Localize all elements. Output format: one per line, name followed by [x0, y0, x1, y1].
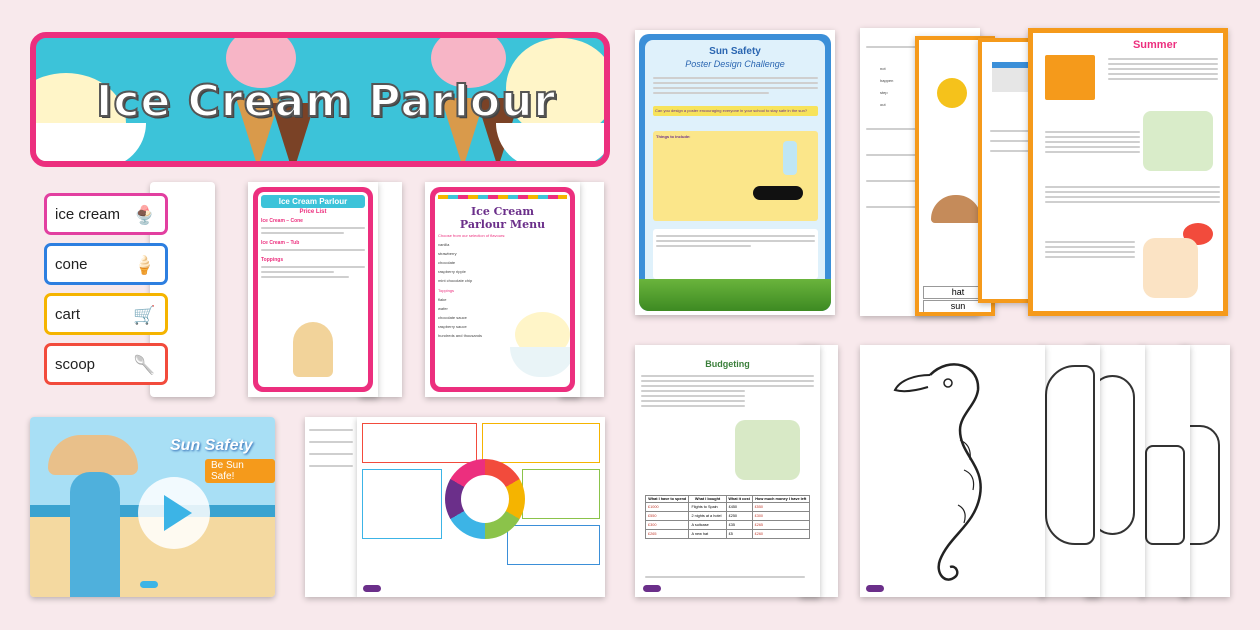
- twinkl-logo: [866, 585, 884, 592]
- text-line: [641, 390, 745, 392]
- price-section-tub: Ice Cream – Tub: [261, 240, 300, 246]
- text-line: [1045, 191, 1220, 193]
- menu-bowl-image: [510, 347, 570, 377]
- text-line: [653, 92, 769, 94]
- poster-subtitle: Poster Design Challenge: [685, 59, 785, 69]
- word-card-scoop[interactable]: [44, 343, 168, 385]
- text-line: [653, 87, 818, 89]
- summer-text-4: [1045, 238, 1135, 261]
- text-line: [1045, 201, 1220, 203]
- option: out: [880, 102, 886, 107]
- sun-safety-video[interactable]: [30, 417, 275, 597]
- box-top-left: [362, 423, 477, 463]
- word-card-label: cone: [55, 255, 88, 273]
- box-top-right: [482, 423, 600, 463]
- text-line: [1108, 73, 1218, 75]
- seahorse-line-art: [860, 345, 1045, 597]
- otter-deckchair-image: [735, 420, 800, 480]
- line-art: [1145, 445, 1185, 545]
- menu-inner: [435, 192, 570, 387]
- text-line: [656, 235, 815, 237]
- table-cell: A suitcase: [689, 521, 726, 530]
- poster-frame: [639, 34, 831, 311]
- text-line: [309, 441, 353, 443]
- word-card-label: ice cream: [55, 205, 121, 223]
- menu-flavour: chocolate: [438, 260, 456, 265]
- worksheet-stack-back: [305, 417, 357, 597]
- video-title: Sun Safety: [170, 437, 253, 454]
- table-cell: £35: [726, 521, 752, 530]
- text-line: [653, 77, 818, 79]
- text-line: [641, 400, 745, 402]
- text-line: [1045, 256, 1135, 258]
- text-line: [1108, 78, 1218, 80]
- water-bottle-image: [783, 141, 797, 175]
- price-row: [261, 266, 365, 268]
- text-line: [656, 245, 751, 247]
- ice-cream-bowl-icon: 🍨: [133, 205, 156, 225]
- text-line: [641, 405, 745, 407]
- text-line: [1108, 58, 1218, 60]
- summer-title: Summer: [1132, 39, 1177, 51]
- girl-with-sunhat-image: [48, 435, 138, 475]
- scoop-icon: 🥄: [133, 355, 156, 375]
- menu-topping: hundreds and thousands: [438, 333, 483, 338]
- price-list-inner: [258, 192, 368, 387]
- menu-topping: wafer: [438, 306, 448, 311]
- text-line: [1108, 68, 1218, 70]
- table-cell: £5: [726, 530, 752, 539]
- text-line: [1045, 131, 1140, 133]
- menu-title-line2: Parlour Menu: [459, 218, 546, 231]
- option: step: [880, 90, 888, 95]
- banner-title: Ice Cream Parlour: [96, 76, 557, 127]
- grass-image: [639, 279, 831, 311]
- text-line: [641, 395, 745, 397]
- text-line: [1045, 251, 1135, 253]
- banner-bowl-left: [30, 123, 146, 167]
- option: happen: [880, 78, 894, 83]
- seahorse-colouring-page[interactable]: [860, 345, 1045, 597]
- price-list-title: Ice Cream Parlour: [261, 195, 365, 208]
- text-line: [1045, 246, 1135, 248]
- poster-title: Sun Safety: [709, 46, 761, 57]
- price-list-frame: [253, 187, 373, 392]
- price-row: [261, 271, 334, 273]
- table-cell: £300: [752, 512, 809, 521]
- text-line: [309, 453, 353, 455]
- word-card-cone[interactable]: [44, 243, 168, 285]
- text-line: [1045, 146, 1140, 148]
- hat-image: [931, 195, 981, 223]
- price-row: [261, 227, 365, 229]
- menu-flavour: mint chocolate chip: [438, 278, 473, 283]
- seahorse-eye: [944, 379, 952, 387]
- word-card-label: scoop: [55, 355, 96, 373]
- table-row: [646, 521, 810, 530]
- bunting: [438, 195, 567, 205]
- word-card-cart[interactable]: [44, 293, 168, 335]
- twinkl-logo: [140, 581, 158, 588]
- box-mid-right: [522, 469, 600, 519]
- sun-image: [937, 78, 967, 108]
- text-line: [641, 375, 814, 377]
- table-cell: £450: [726, 503, 752, 512]
- ice-cream-cart-icon: 🛒: [133, 305, 156, 325]
- colouring-page-back-3: [1140, 345, 1190, 597]
- table-header-row: [646, 496, 810, 503]
- ice-cream-cone-icon: 🍦: [133, 255, 156, 275]
- table-row: [646, 530, 810, 539]
- table-cell: £265: [752, 521, 809, 530]
- option: not: [880, 66, 886, 71]
- poster-checklist: [653, 229, 818, 279]
- price-list-sheet[interactable]: [248, 182, 378, 397]
- ice-cream-parlour-banner[interactable]: [30, 32, 610, 167]
- poster-things-box: [653, 131, 818, 221]
- wheel-centre: [461, 475, 509, 523]
- text-line: [653, 82, 818, 84]
- table-header: What I bought: [689, 496, 726, 503]
- table-cell: £250: [726, 512, 752, 521]
- text-line: [309, 429, 353, 431]
- price-row: [261, 232, 344, 234]
- word-card-ice-cream[interactable]: [44, 193, 168, 235]
- poster-intro-lines: [653, 74, 818, 97]
- word-card-label: cart: [55, 305, 81, 323]
- box-bottom-right: [507, 525, 600, 565]
- text-line: [1045, 196, 1220, 198]
- text-line: [1045, 241, 1135, 243]
- budget-table: [645, 495, 810, 539]
- boy-eating-ice-cream-image: [293, 322, 333, 377]
- menu-flavour: strawberry: [438, 251, 457, 256]
- table-header: What it cost: [726, 496, 752, 503]
- summer-text-2: [1045, 128, 1140, 156]
- text-line: [656, 240, 815, 242]
- summer-worksheet-front[interactable]: [1028, 28, 1228, 316]
- table-cell: Flights to Spain: [689, 503, 726, 512]
- text-line: [1045, 141, 1140, 143]
- text-line: [641, 385, 814, 387]
- video-subtitle: Be Sun Safe!: [205, 459, 275, 483]
- budgeting-intro: [641, 375, 814, 407]
- table-header: How much money I have left: [752, 496, 809, 503]
- seahorse-snout: [895, 375, 930, 391]
- text-line: [1108, 63, 1218, 65]
- table-cell: £260: [752, 530, 809, 539]
- circular-planning-worksheet[interactable]: [357, 417, 605, 597]
- table-header: What I have to spend: [646, 496, 689, 503]
- text-line: [1045, 151, 1140, 153]
- table-cell: £550: [646, 512, 689, 521]
- seahorse-outline: [930, 364, 981, 579]
- text-line: [309, 465, 353, 467]
- girl-body-image: [70, 472, 120, 597]
- table-cell: £300: [646, 521, 689, 530]
- table-cell: £1000: [646, 503, 689, 512]
- menu-flavour: raspberry ripple: [438, 269, 466, 274]
- word-sun: sun: [950, 301, 966, 311]
- line-art: [1045, 365, 1095, 545]
- menu-intro: Choose from our selection of flavours:: [438, 233, 506, 238]
- box-mid-left: [362, 469, 442, 539]
- poster-things-heading: Things to include:: [656, 134, 691, 139]
- table-cell: 2 nights at a hotel: [689, 512, 726, 521]
- table-cell: £550: [752, 503, 809, 512]
- menu-sheet[interactable]: [425, 182, 580, 397]
- text-line: [1045, 186, 1220, 188]
- twinkl-logo: [363, 585, 381, 592]
- budgeting-worksheet[interactable]: [635, 345, 820, 597]
- menu-topping: chocolate sauce: [438, 315, 467, 320]
- menu-topping: raspberry sauce: [438, 324, 467, 329]
- word-hat: hat: [951, 287, 965, 297]
- table-row: [646, 512, 810, 521]
- menu-toppings-heading: Toppings: [438, 288, 455, 293]
- budgeting-title: Budgeting: [705, 359, 750, 369]
- sun-safety-poster[interactable]: [635, 30, 835, 315]
- summer-text-3: [1045, 183, 1220, 206]
- price-row: [261, 249, 365, 251]
- menu-frame: [430, 187, 575, 392]
- menu-topping: flake: [438, 297, 447, 302]
- price-section-toppings: Toppings: [261, 257, 284, 263]
- text-line: [1045, 136, 1140, 138]
- calendar-image: [1045, 55, 1095, 100]
- play-button[interactable]: [138, 477, 210, 549]
- sunglasses-image: [753, 186, 803, 200]
- table-cell: £265: [646, 530, 689, 539]
- girl-with-sunflower-image: [1143, 238, 1198, 298]
- price-section-cone: Ice Cream – Cone: [261, 218, 303, 224]
- menu-title-line1: Ice Cream: [471, 205, 534, 218]
- colour-wheel: [445, 459, 525, 539]
- summer-text-1: [1108, 55, 1218, 83]
- menu-flavour: vanilla: [438, 242, 450, 247]
- colouring-page-back-1: [1040, 345, 1100, 597]
- table-row: [646, 503, 810, 512]
- children-playing-image: [1143, 111, 1213, 171]
- text-line: [641, 380, 814, 382]
- poster-question: Can you design a poster encouraging everyone in your school to stay safe in the sun?: [653, 106, 818, 116]
- price-row: [261, 276, 349, 278]
- calendar-image: [992, 62, 1032, 92]
- price-list-subtitle: Price List: [299, 209, 327, 215]
- play-icon: [164, 495, 192, 531]
- twinkl-logo: [643, 585, 661, 592]
- text-line: [645, 576, 805, 578]
- table-cell: A new hat: [689, 530, 726, 539]
